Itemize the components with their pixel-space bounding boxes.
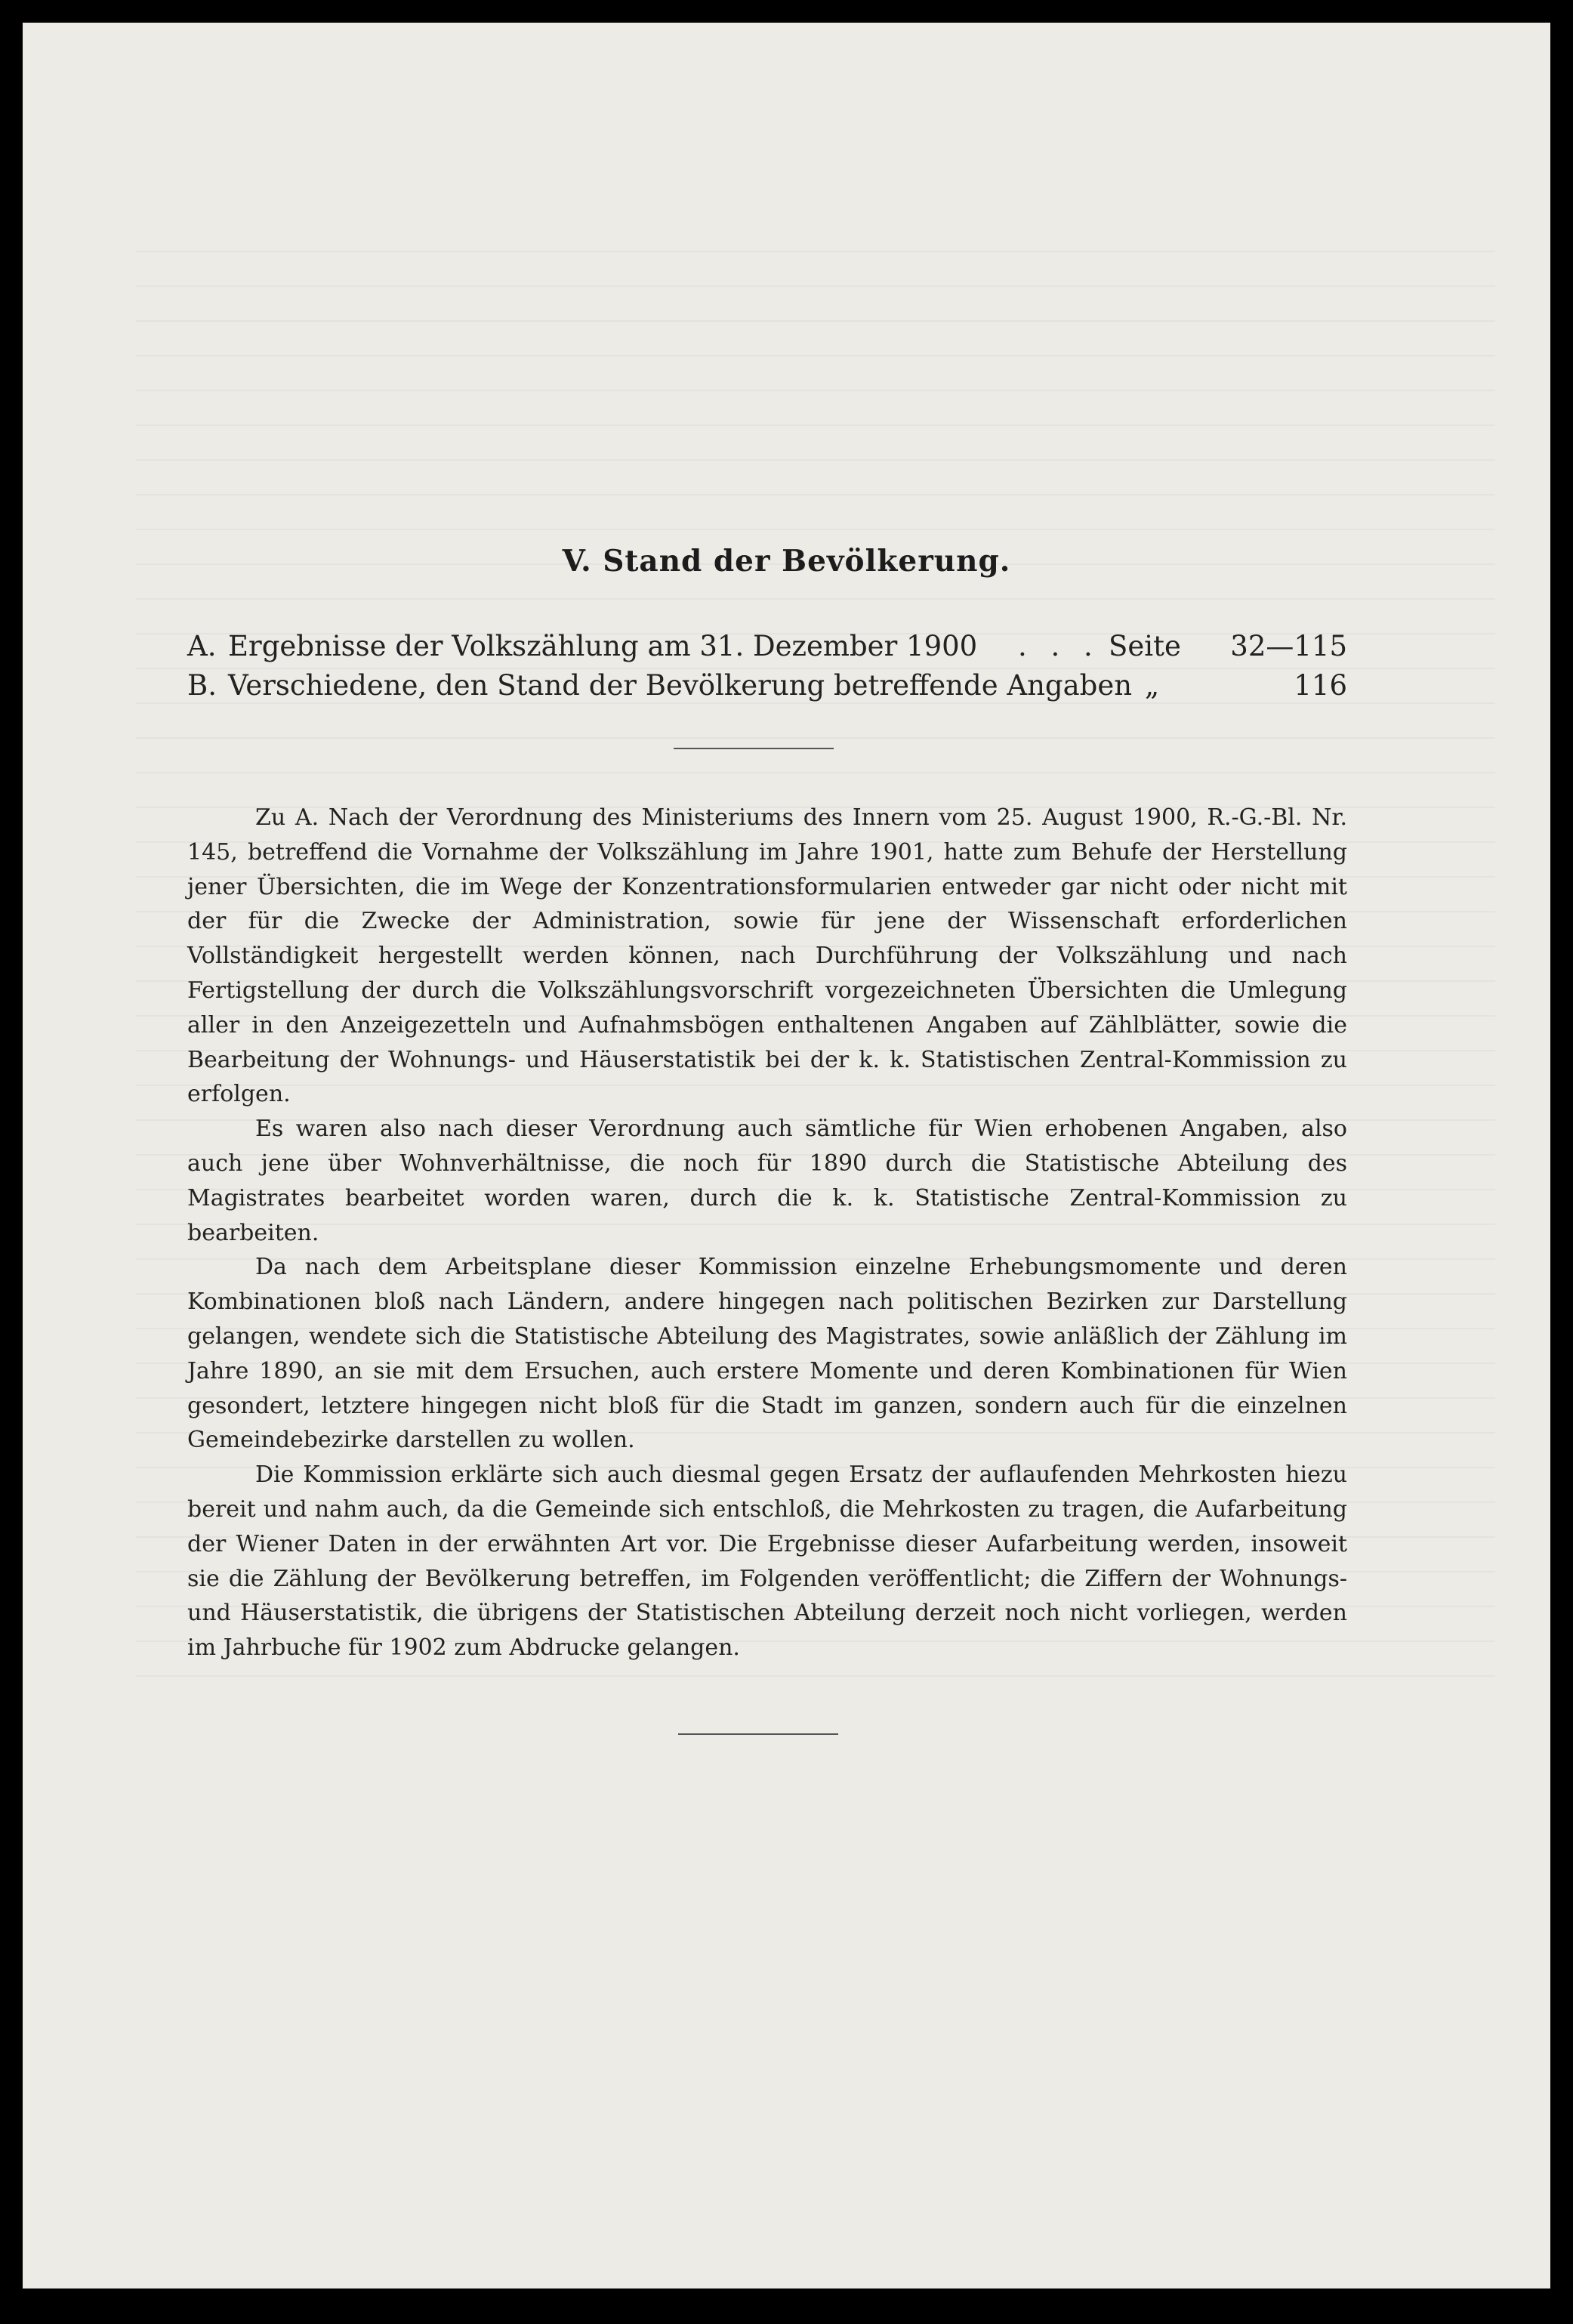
paragraph: Da nach dem Arbeitsplane dieser Kommission einzelne Erhebungsmomente und deren Kombinationen bloß nach Ländern, andere hingegen nach politischen Bezirken zur Darstellung gelangen, wendete sich die Statistische Abteilung des Magistrates, sowie anläßlich der Zählung im Jahre 1890, an sie mit dem Ersuchen, auch erstere Momente und deren Kombinationen für Wien gesondert, letztere hingegen nicht bloß für die Stadt im ganzen, sondern auch für die einzelnen Gemeindebezirke darstellen zu wollen. <box>187 1254 1347 1454</box>
toc-page-range: 116 <box>1294 669 1347 702</box>
toc-page-range: 32—115 <box>1230 630 1347 662</box>
toc-entry-letter: A. <box>187 630 217 662</box>
paragraph: Zu A. Nach der Verordnung des Ministeriums des Innern vom 25. August 1900, R.-G.-Bl. Nr. 145, betreffend die Vornahme der Volkszählung im Jahre 1901, hatte zum Behufe der Herstellung jener Übersichten, die im Wege der Konzentrationsformularien entweder gar nicht oder nicht mit der für die Zwecke der Administration, sowie für jene der Wissenschaft erforderlichen Vollständigkeit hergestellt werden können, nach Durchführung der Volkszählung und nach Fertigstellung der durch die Volkszählungsvorschrift vorgezeichneten Übersichten die Umlegung aller in den Anzeigezetteln und Aufnahmsbögen enthaltenen Angaben auf Zählblätter, sowie die Bearbeitung der Wohnungs- und Häuserstatistik bei der k. k. Statistischen Zentral-Kommission zu erfolgen. <box>187 804 1347 1108</box>
section-heading: V. Stand der Bevölkerung. <box>562 544 1011 579</box>
toc-ditto-mark: „ <box>1145 669 1160 702</box>
document-page <box>23 23 1550 2289</box>
toc-page-label: Seite <box>1109 630 1181 662</box>
toc-entry-text: Ergebnisse der Volkszählung am 31. Dezember 1900 <box>228 630 978 662</box>
paragraph: Es waren also nach dieser Verordnung auch sämtliche für Wien erhobenen Angaben, also auch jene über Wohnverhältnisse, die noch für 1890 durch die Statistische Abteilung des Magistrates bearbeitet worden waren, durch die k. k. Statistische Zentral-Kommission zu bearbeiten. <box>187 1116 1347 1246</box>
divider-rule <box>678 1733 838 1735</box>
divider-rule <box>674 748 834 749</box>
toc-entry-b <box>187 666 1347 705</box>
table-of-contents <box>187 627 1347 705</box>
body-text <box>187 801 1347 1665</box>
toc-leader-dots: . . . <box>1018 630 1100 662</box>
toc-entry-letter: B. <box>187 669 217 702</box>
paragraph: Die Kommission erklärte sich auch diesmal gegen Ersatz der auflaufenden Mehrkosten hiezu bereit und nahm auch, da die Gemeinde sich entschloß, die Mehrkosten zu tragen, die Aufarbeitung der Wiener Daten in der erwähnten Art vor. Die Ergebnisse dieser Aufarbeitung werden, insoweit sie die Zählung der Bevölkerung betreffen, im Folgenden veröffentlicht; die Ziffern der Wohnungs- und Häuserstatistik, die übrigens der Statistischen Abteilung derzeit noch nicht vorliegen, werden im Jahrbuche für 1902 zum Abdrucke gelangen. <box>187 1461 1347 1662</box>
toc-entry-a <box>187 627 1347 666</box>
toc-entry-text: Verschiedene, den Stand der Bevölkerung betreffende Angaben <box>228 669 1133 702</box>
